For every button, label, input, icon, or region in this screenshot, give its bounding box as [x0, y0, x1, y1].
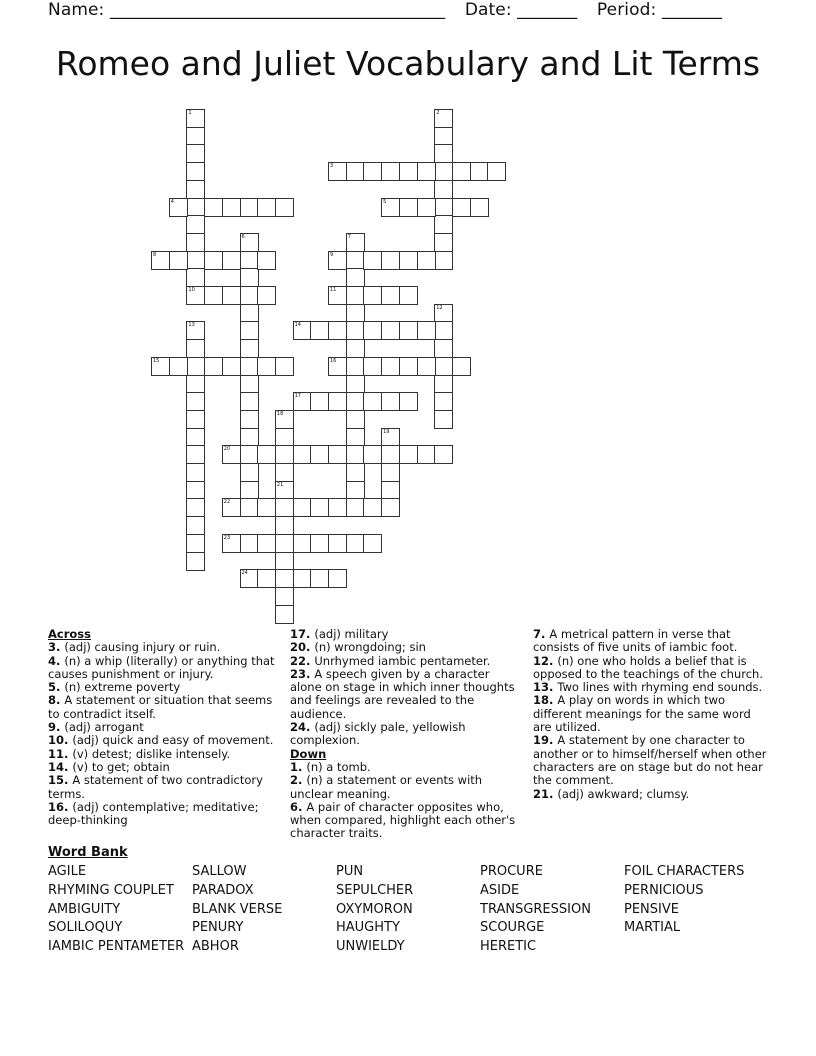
- grid-cell[interactable]: [417, 162, 436, 181]
- grid-cell[interactable]: [186, 144, 205, 163]
- grid-cell[interactable]: [346, 304, 365, 323]
- word-bank-word: FOIL CHARACTERS: [624, 864, 745, 879]
- word-bank-word: PARADOX: [192, 882, 254, 898]
- clue-number: 8: [153, 251, 157, 258]
- grid-cell[interactable]: [186, 534, 205, 553]
- clue-item-number: 21.: [533, 786, 558, 801]
- clue-number: 13: [188, 322, 195, 329]
- word-bank-word: PERNICIOUS: [624, 882, 704, 898]
- grid-cell[interactable]: [222, 251, 241, 270]
- grid-cell[interactable]: [293, 498, 312, 517]
- clue-item-number: 7.: [533, 627, 550, 641]
- grid-cell[interactable]: [434, 410, 453, 429]
- clue-number: 15: [153, 357, 160, 364]
- grid-cell[interactable]: [363, 445, 382, 464]
- clue-item: [290, 801, 522, 841]
- grid-cell[interactable]: [381, 463, 400, 482]
- grid-cell[interactable]: [417, 321, 436, 340]
- grid-cell[interactable]: [186, 162, 205, 181]
- grid-cell[interactable]: [240, 268, 259, 287]
- grid-cell[interactable]: [240, 481, 259, 500]
- grid-cell[interactable]: [186, 233, 205, 252]
- clue-item: [48, 748, 276, 761]
- clue-item-text: (adj) arrogant: [64, 720, 144, 735]
- grid-cell[interactable]: [346, 375, 365, 394]
- grid-cell[interactable]: [240, 375, 259, 394]
- clue-item-text: A statement or situation that seems to contradict itself.: [48, 693, 273, 721]
- grid-cell[interactable]: [240, 286, 259, 305]
- grid-cell[interactable]: [328, 321, 347, 340]
- grid-cell[interactable]: [346, 463, 365, 482]
- word-bank-word: MARTIAL: [624, 920, 681, 936]
- clue-item: [48, 774, 276, 801]
- clue-item-text: (v) to get; obtain: [72, 759, 170, 774]
- clue-item-number: 1.: [290, 759, 307, 774]
- grid-cell[interactable]: [381, 286, 400, 305]
- grid-cell[interactable]: [275, 498, 294, 517]
- clue-item: [290, 761, 522, 774]
- grid-cell[interactable]: [204, 357, 223, 376]
- grid-cell[interactable]: [346, 498, 365, 517]
- clue-item-text: (n) a tomb.: [306, 759, 371, 774]
- clue-item-text: (adj) causing injury or ruin.: [64, 640, 221, 655]
- grid-cell[interactable]: [363, 251, 382, 270]
- grid-cell[interactable]: [417, 198, 436, 217]
- clue-item-number: 10.: [48, 733, 73, 748]
- clue-item-text: A pair of character opposites who, when compared, highlight each other's character traits.: [290, 799, 516, 841]
- grid-cell[interactable]: [434, 339, 453, 358]
- grid-cell[interactable]: [434, 198, 453, 217]
- grid-cell[interactable]: [328, 392, 347, 411]
- grid-cell[interactable]: [434, 251, 453, 270]
- clue-number: 19: [383, 428, 390, 435]
- grid-cell[interactable]: [399, 321, 418, 340]
- clue-item: [48, 761, 276, 774]
- grid-cell[interactable]: [470, 198, 489, 217]
- clue-item: [290, 655, 522, 668]
- grid-cell[interactable]: [381, 251, 400, 270]
- grid-cell[interactable]: [293, 445, 312, 464]
- clue-item-text: (adj) military: [314, 627, 389, 641]
- grid-cell[interactable]: [434, 180, 453, 199]
- grid-cell[interactable]: [222, 357, 241, 376]
- grid-cell[interactable]: [399, 392, 418, 411]
- grid-cell[interactable]: [240, 428, 259, 447]
- grid-cell[interactable]: [257, 534, 276, 553]
- clue-item-text: (adj) quick and easy of movement.: [72, 733, 274, 748]
- grid-cell[interactable]: [346, 162, 365, 181]
- clue-item-text: (adj) awkward; clumsy.: [557, 786, 690, 801]
- grid-cell[interactable]: [186, 180, 205, 199]
- down-heading: Down: [290, 746, 327, 761]
- clue-item: [48, 801, 276, 828]
- clues-column-1: [48, 628, 276, 827]
- clue-item-number: 17.: [290, 627, 315, 641]
- clue-number: 23: [223, 534, 231, 541]
- grid-cell[interactable]: [257, 251, 276, 270]
- grid-cell[interactable]: [363, 162, 382, 181]
- clue-item: [48, 681, 276, 694]
- grid-cell[interactable]: [275, 534, 294, 553]
- clue-item-text: (n) a statement or events with unclear meaning.: [290, 773, 483, 801]
- grid-cell[interactable]: [240, 304, 259, 323]
- grid-cell[interactable]: [363, 357, 382, 376]
- grid-cell[interactable]: [310, 392, 329, 411]
- grid-cell[interactable]: [346, 534, 365, 553]
- grid-cell[interactable]: [240, 251, 259, 270]
- grid-cell[interactable]: [434, 445, 453, 464]
- clue-number: 1: [188, 110, 192, 116]
- grid-cell[interactable]: [417, 357, 436, 376]
- clue-item-number: 24.: [290, 720, 315, 735]
- grid-cell[interactable]: [328, 534, 347, 553]
- grid-cell[interactable]: [275, 428, 294, 447]
- word-bank-title: Word Bank: [48, 845, 128, 860]
- word-bank-word: PUN: [336, 864, 364, 879]
- grid-cell[interactable]: [293, 534, 312, 553]
- word-bank-word: ABHOR: [192, 939, 239, 955]
- clue-item-text: (n) one who holds a belief that is opposed to the teachings of the church.: [533, 653, 764, 681]
- grid-cell[interactable]: [186, 198, 205, 217]
- clue-item-text: (adj) sickly pale, yellowish complexion.: [290, 720, 466, 748]
- clue-number: 12: [436, 304, 443, 311]
- clue-number: 4: [170, 198, 174, 205]
- word-bank-word: SOLILOQUY: [48, 920, 123, 936]
- clue-item-text: A metrical pattern in verse that consists of five units of iambic foot.: [533, 627, 738, 655]
- clue-number: 7: [347, 233, 351, 240]
- grid-cell[interactable]: [293, 569, 312, 588]
- grid-cell[interactable]: [381, 481, 400, 500]
- clue-item-number: 8.: [48, 693, 65, 708]
- clue-number: 17: [294, 393, 301, 400]
- clue-number: 24: [241, 570, 248, 577]
- grid-cell[interactable]: [275, 463, 294, 482]
- grid-cell[interactable]: [452, 357, 471, 376]
- grid-cell[interactable]: [399, 357, 418, 376]
- clue-item-number: 4.: [48, 653, 65, 668]
- clue-item-text: (adj) contemplative; meditative; deep-thinking: [48, 799, 259, 828]
- grid-cell[interactable]: [186, 445, 205, 464]
- word-bank-word: AMBIGUITY: [48, 901, 121, 917]
- grid-cell[interactable]: [240, 534, 259, 553]
- word-bank-word: SALLOW: [192, 864, 247, 879]
- grid-cell[interactable]: [346, 481, 365, 500]
- word-bank-word: TRANSGRESSION: [480, 901, 591, 917]
- word-bank-word: AGILE: [48, 864, 87, 879]
- grid-cell[interactable]: [186, 428, 205, 447]
- grid-cell[interactable]: [346, 445, 365, 464]
- grid-cell[interactable]: [257, 357, 276, 376]
- grid-cell[interactable]: [346, 392, 365, 411]
- clue-item-text: A statement of two contradictory terms.: [48, 773, 263, 801]
- grid-cell[interactable]: [257, 498, 276, 517]
- grid-cell[interactable]: [240, 357, 259, 376]
- grid-cell[interactable]: [275, 605, 294, 624]
- grid-cell[interactable]: [275, 552, 294, 571]
- grid-cell[interactable]: [434, 321, 453, 340]
- grid-cell[interactable]: [186, 481, 205, 500]
- clues-column-3: [533, 628, 771, 801]
- grid-cell[interactable]: [186, 463, 205, 482]
- word-bank-word: SEPULCHER: [336, 882, 414, 898]
- grid-cell[interactable]: [434, 127, 453, 146]
- word-bank-word: RHYMING COUPLET: [48, 882, 174, 898]
- clue-item: [290, 628, 522, 641]
- grid-cell[interactable]: [328, 569, 347, 588]
- grid-cell[interactable]: [186, 516, 205, 535]
- word-bank-word: HAUGHTY: [336, 920, 400, 936]
- period-field[interactable]: Period: _______: [596, 0, 723, 20]
- clue-item-number: 22.: [290, 653, 315, 668]
- grid-cell[interactable]: [240, 339, 259, 358]
- grid-cell[interactable]: [240, 463, 259, 482]
- grid-cell[interactable]: [257, 286, 276, 305]
- clue-item-number: 15.: [48, 773, 73, 788]
- grid-cell[interactable]: [381, 392, 400, 411]
- grid-cell[interactable]: [346, 357, 365, 376]
- page-title: Romeo and Juliet Vocabulary and Lit Terms: [55, 44, 761, 83]
- clue-item-number: 9.: [48, 720, 65, 735]
- clue-number: 2: [436, 110, 440, 116]
- clue-number: 21: [276, 481, 284, 488]
- word-bank-word: HERETIC: [480, 939, 537, 955]
- grid-cell[interactable]: [399, 251, 418, 270]
- clue-item-text: A speech given by a character alone on stage in which inner thoughts and feelings are revealed to the audience.: [290, 666, 515, 721]
- clue-number: 20: [223, 446, 231, 453]
- grid-cell[interactable]: [381, 445, 400, 464]
- grid-cell[interactable]: [275, 569, 294, 588]
- grid-cell[interactable]: [363, 392, 382, 411]
- grid-cell[interactable]: [275, 198, 294, 217]
- clue-item-text: Unrhymed iambic pentameter.: [314, 653, 491, 668]
- clue-item-text: Two lines with rhyming end sounds.: [557, 680, 763, 695]
- grid-cell[interactable]: [310, 498, 329, 517]
- grid-cell[interactable]: [186, 127, 205, 146]
- grid-cell[interactable]: [381, 498, 400, 517]
- clue-item: [290, 641, 522, 654]
- grid-cell[interactable]: [222, 286, 241, 305]
- grid-cell[interactable]: [452, 198, 471, 217]
- grid-cell[interactable]: [186, 251, 205, 270]
- clue-item: [533, 655, 771, 682]
- clue-item-text: A statement by one character to another or to himself/herself when other characters are on stage but do not hear the comment.: [533, 733, 767, 788]
- grid-cell[interactable]: [434, 357, 453, 376]
- clue-item: [48, 734, 276, 747]
- grid-cell[interactable]: [240, 498, 259, 517]
- word-bank-word: SCOURGE: [480, 920, 545, 936]
- word-bank-word: IAMBIC PENTAMETER: [48, 939, 185, 955]
- word-bank-word: PENSIVE: [624, 901, 679, 917]
- grid-cell[interactable]: [399, 198, 418, 217]
- grid-cell[interactable]: [275, 357, 294, 376]
- grid-cell[interactable]: [363, 321, 382, 340]
- date-field[interactable]: Date: _______: [464, 0, 578, 20]
- grid-cell[interactable]: [204, 251, 223, 270]
- word-bank-word: OXYMORON: [336, 901, 413, 917]
- name-field[interactable]: Name: _______________________________________: [48, 0, 446, 20]
- grid-cell[interactable]: [310, 534, 329, 553]
- grid-cell[interactable]: [240, 198, 259, 217]
- clue-number: 9: [330, 251, 334, 258]
- grid-cell[interactable]: [257, 445, 276, 464]
- grid-cell[interactable]: [275, 587, 294, 606]
- grid-cell[interactable]: [346, 321, 365, 340]
- grid-cell[interactable]: [346, 251, 365, 270]
- grid-cell[interactable]: [363, 498, 382, 517]
- grid-cell[interactable]: [381, 357, 400, 376]
- clue-item-text: (n) extreme poverty: [64, 680, 181, 695]
- grid-cell[interactable]: [417, 251, 436, 270]
- grid-cell[interactable]: [399, 162, 418, 181]
- grid-cell[interactable]: [399, 286, 418, 305]
- clue-item: [533, 694, 771, 734]
- grid-cell[interactable]: [257, 569, 276, 588]
- grid-cell[interactable]: [222, 198, 241, 217]
- grid-cell[interactable]: [346, 428, 365, 447]
- grid-cell[interactable]: [275, 516, 294, 535]
- clue-item-number: 5.: [48, 680, 65, 695]
- grid-cell[interactable]: [363, 534, 382, 553]
- clue-item-number: 11.: [48, 746, 73, 761]
- clue-item: [533, 681, 771, 694]
- grid-cell[interactable]: [381, 162, 400, 181]
- clue-item: [533, 734, 771, 787]
- grid-cell[interactable]: [310, 569, 329, 588]
- grid-cell[interactable]: [434, 215, 453, 234]
- word-bank-word: UNWIELDY: [336, 939, 405, 955]
- clue-item: [290, 668, 522, 721]
- clue-item-number: 12.: [533, 653, 558, 668]
- grid-cell[interactable]: [434, 144, 453, 163]
- grid-cell[interactable]: [186, 392, 205, 411]
- word-bank-word: ASIDE: [480, 882, 520, 898]
- grid-cell[interactable]: [328, 498, 347, 517]
- grid-cell[interactable]: [487, 162, 506, 181]
- grid-cell[interactable]: [346, 339, 365, 358]
- clue-item: [533, 788, 771, 801]
- clue-number: 6: [241, 233, 245, 240]
- clue-item: [533, 628, 771, 655]
- grid-cell[interactable]: [169, 251, 188, 270]
- clue-number: 3: [330, 163, 334, 170]
- clue-item: [290, 774, 522, 801]
- clue-number: 16: [330, 357, 337, 364]
- clues-column-2: [290, 628, 522, 841]
- grid-cell[interactable]: [346, 410, 365, 429]
- grid-cell[interactable]: [275, 445, 294, 464]
- clue-item: [48, 655, 276, 682]
- clue-item-number: 16.: [48, 799, 73, 814]
- clue-number: 11: [330, 287, 337, 293]
- grid-cell[interactable]: [328, 445, 347, 464]
- clue-item-number: 2.: [290, 773, 307, 788]
- clue-item: [48, 641, 276, 654]
- clue-item-number: 13.: [533, 680, 558, 695]
- grid-cell[interactable]: [381, 321, 400, 340]
- grid-cell[interactable]: [257, 198, 276, 217]
- clue-number: 5: [383, 198, 387, 205]
- clue-item-text: (v) detest; dislike intensely.: [72, 746, 231, 761]
- grid-cell[interactable]: [186, 339, 205, 358]
- grid-cell[interactable]: [434, 375, 453, 394]
- grid-cell[interactable]: [186, 498, 205, 517]
- clue-item: [48, 721, 276, 734]
- grid-cell[interactable]: [204, 198, 223, 217]
- word-bank-word: PROCURE: [480, 864, 543, 879]
- clue-item-number: 18.: [533, 693, 558, 708]
- grid-cell[interactable]: [434, 392, 453, 411]
- clue-number: 10: [188, 287, 195, 293]
- grid-cell[interactable]: [169, 357, 188, 376]
- grid-cell[interactable]: [186, 357, 205, 376]
- word-bank-word: BLANK VERSE: [192, 901, 283, 917]
- grid-cell[interactable]: [346, 268, 365, 287]
- grid-cell[interactable]: [186, 215, 205, 234]
- clue-item-number: 20.: [290, 640, 315, 655]
- grid-cell[interactable]: [434, 162, 453, 181]
- grid-cell[interactable]: [434, 233, 453, 252]
- grid-cell[interactable]: [204, 286, 223, 305]
- clue-item-number: 23.: [290, 666, 315, 681]
- grid-cell[interactable]: [310, 445, 329, 464]
- grid-cell[interactable]: [240, 321, 259, 340]
- clue-item-text: A play on words in which two different meanings for the same word are utilized.: [533, 693, 751, 735]
- grid-cell[interactable]: [186, 410, 205, 429]
- grid-cell[interactable]: [240, 410, 259, 429]
- clue-item-number: 14.: [48, 759, 73, 774]
- grid-cell[interactable]: [417, 445, 436, 464]
- grid-cell[interactable]: [240, 445, 259, 464]
- grid-cell[interactable]: [346, 286, 365, 305]
- clue-item-text: (n) wrongdoing; sin: [314, 640, 426, 655]
- grid-cell[interactable]: [240, 392, 259, 411]
- clue-item: [48, 694, 276, 721]
- grid-cell[interactable]: [310, 321, 329, 340]
- clue-item-number: 3.: [48, 640, 65, 655]
- across-heading: Across: [48, 627, 91, 641]
- grid-cell[interactable]: [186, 552, 205, 571]
- grid-cell[interactable]: [186, 268, 205, 287]
- grid-cell[interactable]: [363, 286, 382, 305]
- grid-cell[interactable]: [399, 445, 418, 464]
- clue-number: 22: [223, 499, 231, 506]
- clue-item-number: 19.: [533, 733, 558, 748]
- clue-number: 14: [294, 322, 301, 329]
- clue-item-number: 6.: [290, 799, 307, 814]
- grid-cell[interactable]: [452, 162, 471, 181]
- clue-item: [290, 721, 522, 748]
- word-bank-word: PENURY: [192, 920, 244, 936]
- clue-number: 18: [276, 410, 284, 417]
- grid-cell[interactable]: [186, 375, 205, 394]
- clue-item-text: (n) a whip (literally) or anything that causes punishment or injury.: [48, 653, 275, 681]
- grid-cell[interactable]: [470, 162, 489, 181]
